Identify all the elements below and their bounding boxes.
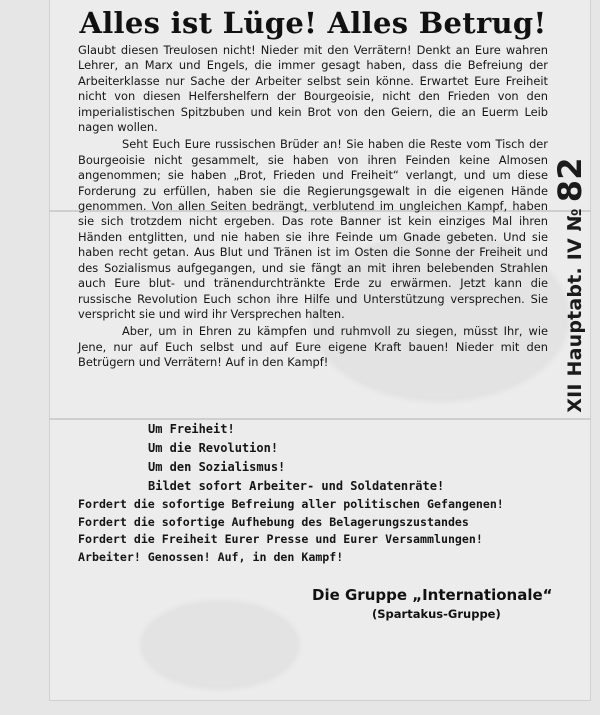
signature-subtitle: (Spartakus-Gruppe) — [372, 607, 501, 621]
demand-line: Fordert die sofortige Befreiung aller politischen Gefangenen! — [78, 497, 504, 511]
archive-mark-text: XII Hauptabt. IV № — [564, 208, 586, 413]
demand-line: Arbeiter! Genossen! Auf, in den Kampf! — [78, 549, 344, 564]
body-paragraph-2: Seht Euch Eure russischen Brüder an! Sie haben die Reste vom Tisch der Bourgeoisie nicht gesammelt, sie haben von ihren Feinden keine Almosen angenommen; sie haben „Brot, Frieden und Freiheit“ verlangt, und um diese Forderung zu erfüllen, haben sie die Regierungsgewalt in die eigenen Hände genommen. Von allen Seiten bedrängt, verblutend im ungleichen Kampf, haben sie sich trotzdem nicht ergeben. Das rote Banner ist kein einziges Mal ihren Händen entglitten, und nie haben sie ihre Feinde um Gnade gebeten. Und sie haben recht getan. Aus Blut und Tränen ist im Osten die Sonne der Freiheit und des Sozialismus aufgegangen, und sie fängt an mit ihren belebenden Strahlen auch Eure blut- und tränendurchtränkte Erde zu erwärmen. Jetzt kann die russische Revolution Euch schon ihre Hilfe und Unterstützung versprechen. Sie verspricht sie und wird ihr Versprechen halten. — [78, 137, 548, 321]
archive-mark — [551, 157, 589, 412]
signature-block — [312, 586, 562, 623]
slogan-line: Um den Sozialismus! — [148, 460, 286, 474]
leaflet-title: Alles ist Lüge! Alles Betrug! — [79, 6, 547, 40]
archive-mark-number: 82 — [551, 157, 589, 203]
slogan-line: Um die Revolution! — [148, 441, 279, 455]
paper-stain — [140, 600, 300, 690]
leaflet-body — [78, 43, 548, 373]
demand-line: Fordert die sofortige Aufhebung des Belagerungszustandes — [78, 514, 469, 529]
demands-list — [78, 496, 548, 566]
slogans-list — [148, 420, 478, 496]
demand-line: Fordert die Freiheit Eurer Presse und Eurer Versammlungen! — [78, 532, 483, 546]
signature-name: Die Gruppe „Internationale“ — [312, 586, 553, 604]
slogan-line: Bildet sofort Arbeiter- und Soldatenräte! — [148, 479, 445, 493]
leaflet-paper — [50, 0, 590, 700]
body-paragraph-3: Aber, um in Ehren zu kämpfen und ruhmvoll zu siegen, müsst Ihr, wie Jene, nur auf Euch selbst und auf Eure eigene Kraft bauen! Nieder mit den Betrügern und Verrätern! Auf in den Kampf! — [78, 324, 548, 370]
body-paragraph-1: Glaubt diesen Treulosen nicht! Nieder mit den Verrätern! Denkt an Eure wahren Lehrer, an Marx und Engels, die immer gesagt haben, dass die Befreiung der Arbeiterklasse nur Sache der Arbeiter selbst sein könne. Erwartet Eure Freiheit nicht von diesen Helfershelfern der Bourgeoisie, nicht den Frieden von den imperialistischen Spitzbuben und kein Brot von den Geiern, die an Euerm Leib nagen wollen. — [78, 43, 548, 135]
slogan-line: Um Freiheit! — [148, 422, 235, 436]
